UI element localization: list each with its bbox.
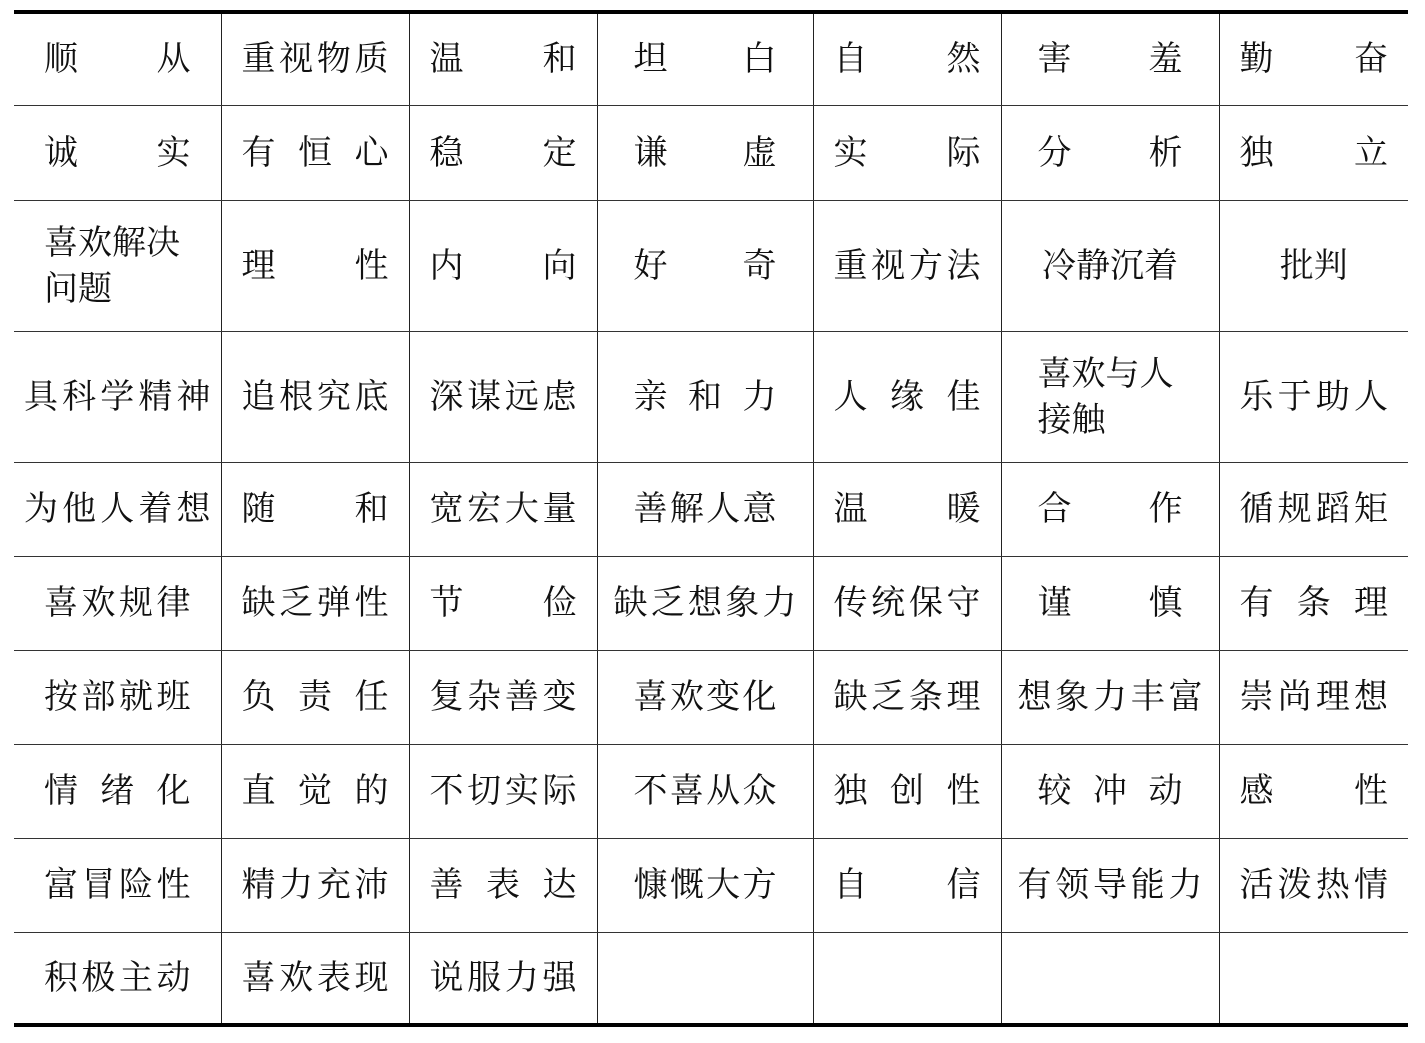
table-cell: 坦白 xyxy=(597,12,813,105)
table-cell: 善解人意 xyxy=(597,462,813,556)
table-row xyxy=(14,331,1408,462)
table-cell: 有条理 xyxy=(1219,556,1408,650)
table-cell: 喜欢表现 xyxy=(221,932,409,1025)
table-cell: 好奇 xyxy=(597,200,813,331)
table-cell xyxy=(597,932,813,1025)
table-cell: 谨慎 xyxy=(1001,556,1219,650)
table-cell: 顺从 xyxy=(14,12,221,105)
table-cell: 实际 xyxy=(813,105,1001,200)
table-row xyxy=(14,744,1408,838)
table-cell: 善表达 xyxy=(409,838,597,932)
table-cell: 亲和力 xyxy=(597,331,813,462)
table-cell: 批判 xyxy=(1219,200,1408,331)
table-cell xyxy=(1001,932,1219,1025)
table-cell: 喜欢规律 xyxy=(14,556,221,650)
table-cell: 稳定 xyxy=(409,105,597,200)
table-cell: 具科学精神 xyxy=(14,331,221,462)
table-cell xyxy=(813,932,1001,1025)
table-cell: 谦虚 xyxy=(597,105,813,200)
table-cell: 重视方法 xyxy=(813,200,1001,331)
table-cell: 为他人着想 xyxy=(14,462,221,556)
table-row xyxy=(14,556,1408,650)
table-cell: 崇尚理想 xyxy=(1219,650,1408,744)
table-cell: 勤奋 xyxy=(1219,12,1408,105)
table-cell: 独立 xyxy=(1219,105,1408,200)
table-row xyxy=(14,12,1408,105)
table-cell: 富冒险性 xyxy=(14,838,221,932)
table-cell: 温和 xyxy=(409,12,597,105)
table-row xyxy=(14,932,1408,1025)
table-cell: 说服力强 xyxy=(409,932,597,1025)
table-cell: 重视物质 xyxy=(221,12,409,105)
table-cell: 感性 xyxy=(1219,744,1408,838)
table-cell: 自然 xyxy=(813,12,1001,105)
table-cell: 内向 xyxy=(409,200,597,331)
table-row xyxy=(14,650,1408,744)
table-cell: 深谋远虑 xyxy=(409,331,597,462)
table-cell xyxy=(1219,932,1408,1025)
table-cell: 缺乏弹性 xyxy=(221,556,409,650)
table-cell: 喜欢与人接触 xyxy=(1001,331,1219,462)
table-cell: 慷慨大方 xyxy=(597,838,813,932)
table-cell: 缺乏想象力 xyxy=(597,556,813,650)
table-cell: 不切实际 xyxy=(409,744,597,838)
table-cell: 有恒心 xyxy=(221,105,409,200)
trait-table xyxy=(14,10,1408,1027)
table-cell: 追根究底 xyxy=(221,331,409,462)
table-cell: 按部就班 xyxy=(14,650,221,744)
table-cell: 想象力丰富 xyxy=(1001,650,1219,744)
table-cell: 喜欢变化 xyxy=(597,650,813,744)
table-row xyxy=(14,462,1408,556)
table-row xyxy=(14,838,1408,932)
table-cell: 独创性 xyxy=(813,744,1001,838)
table-cell: 分析 xyxy=(1001,105,1219,200)
table-cell: 节俭 xyxy=(409,556,597,650)
table-cell: 理性 xyxy=(221,200,409,331)
table-cell: 人缘佳 xyxy=(813,331,1001,462)
table-cell: 乐于助人 xyxy=(1219,331,1408,462)
table-cell: 自信 xyxy=(813,838,1001,932)
table-cell: 害羞 xyxy=(1001,12,1219,105)
table-cell: 缺乏条理 xyxy=(813,650,1001,744)
table-cell: 传统保守 xyxy=(813,556,1001,650)
table-cell: 喜欢解决问题 xyxy=(14,200,221,331)
table-cell: 积极主动 xyxy=(14,932,221,1025)
table-cell: 温暖 xyxy=(813,462,1001,556)
table-cell: 负责任 xyxy=(221,650,409,744)
table-cell: 循规蹈矩 xyxy=(1219,462,1408,556)
table-row xyxy=(14,200,1408,331)
table-cell: 有领导能力 xyxy=(1001,838,1219,932)
table-row xyxy=(14,105,1408,200)
table-cell: 冷静沉着 xyxy=(1001,200,1219,331)
trait-table-container xyxy=(14,10,1408,1027)
table-cell: 宽宏大量 xyxy=(409,462,597,556)
table-cell: 较冲动 xyxy=(1001,744,1219,838)
table-cell: 精力充沛 xyxy=(221,838,409,932)
table-cell: 活泼热情 xyxy=(1219,838,1408,932)
table-cell: 直觉的 xyxy=(221,744,409,838)
table-cell: 合作 xyxy=(1001,462,1219,556)
table-cell: 复杂善变 xyxy=(409,650,597,744)
table-cell: 随和 xyxy=(221,462,409,556)
table-cell: 诚实 xyxy=(14,105,221,200)
table-cell: 不喜从众 xyxy=(597,744,813,838)
table-cell: 情绪化 xyxy=(14,744,221,838)
